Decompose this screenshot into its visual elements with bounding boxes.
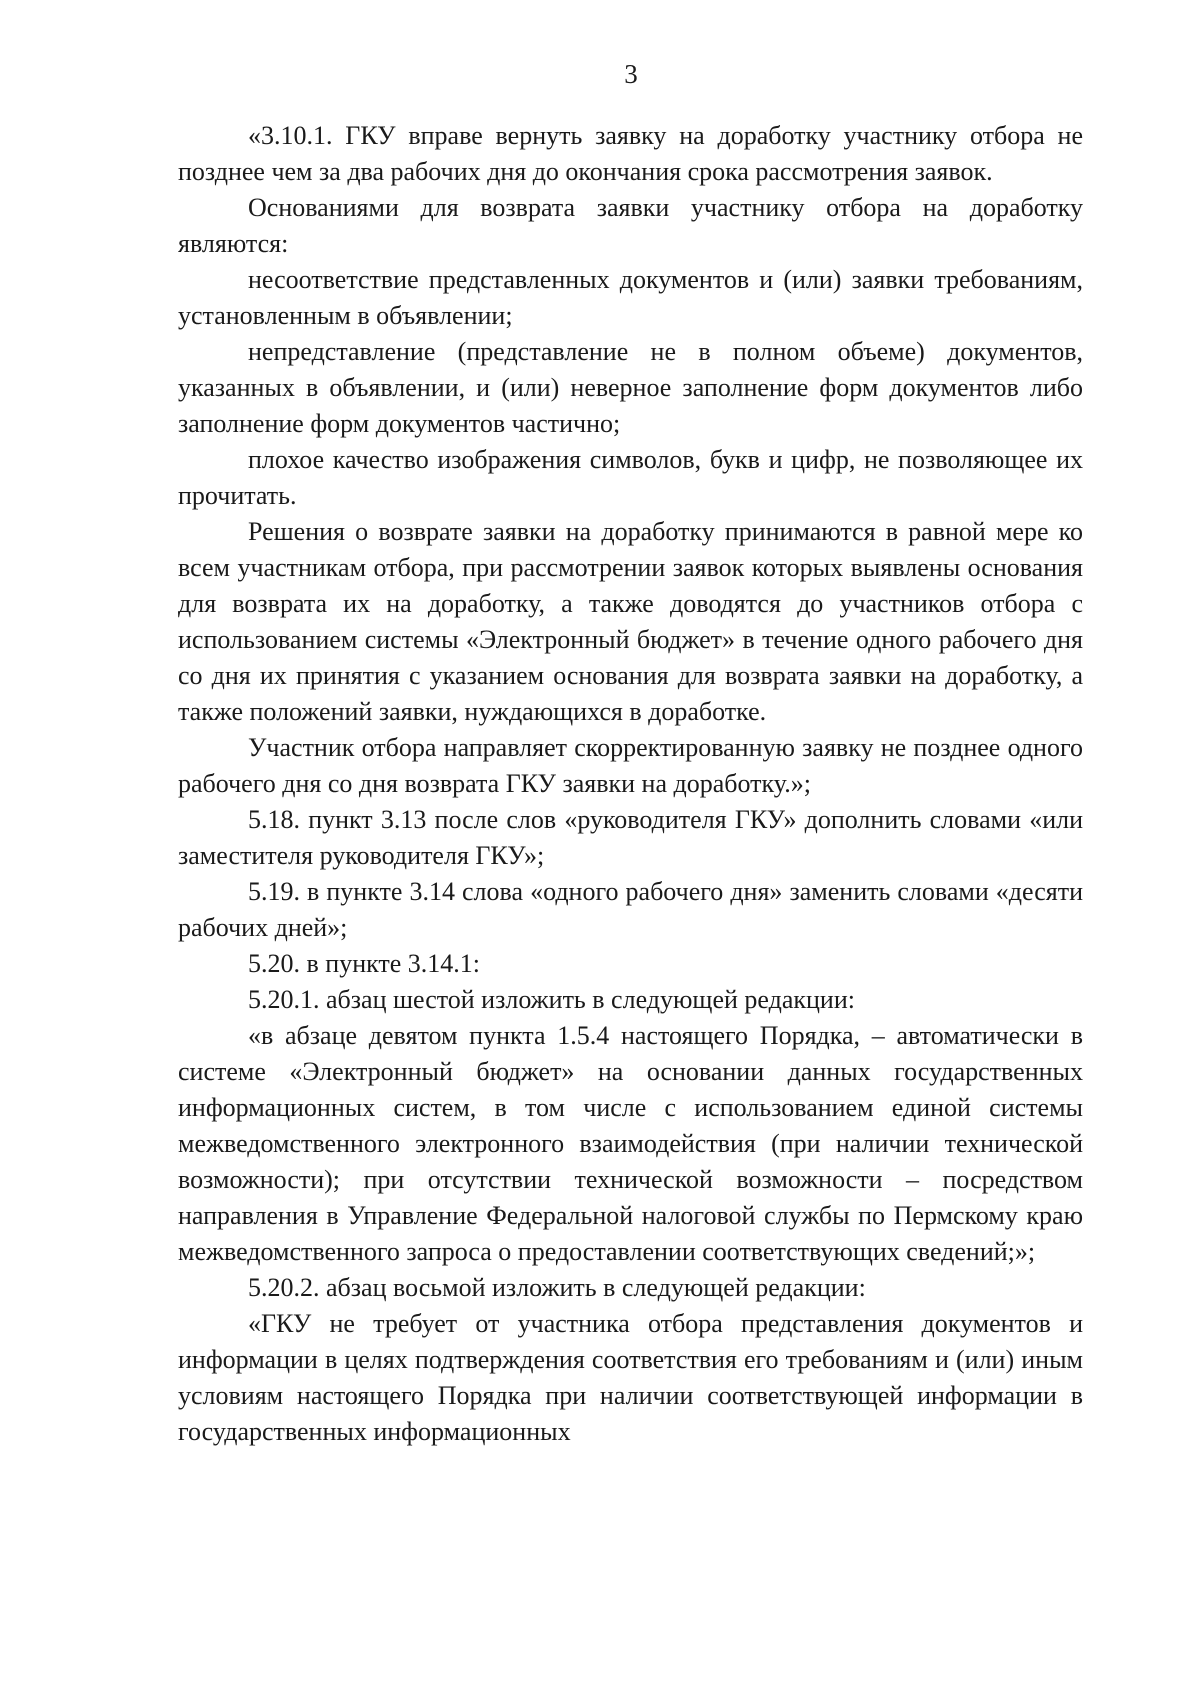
paragraph-corrected-application: Участник отбора направляет скорректированную заявку не позднее одного рабочего дня со дня возврата ГКУ заявки на доработку.»; [178, 733, 1083, 798]
paragraph-5-19: 5.19. в пункте 3.14 слова «одного рабочего дня» заменить словами «десяти рабочих дней»; [178, 877, 1083, 942]
document-body [178, 118, 1083, 1450]
paragraph-return-grounds-intro: Основаниями для возврата заявки участнику отбора на доработку являются: [178, 193, 1083, 258]
paragraph-5-20-1-text: «в абзаце девятом пункта 1.5.4 настоящего Порядка, – автоматически в системе «Электронный бюджет» на основании данных государственных информационных систем, в том числе с использованием единой системы межведомственного электронного взаимодействия (при наличии технической возможности); при отсутствии технической возможности – посредством направления в Управление Федеральной налоговой службы по Пермскому краю межведомственного запроса о предоставлении соответствующих сведений;»; [178, 1021, 1083, 1266]
paragraph-3-10-1: «3.10.1. ГКУ вправе вернуть заявку на доработку участнику отбора не позднее чем за два рабочих дня до окончания срока рассмотрения заявок. [178, 121, 1083, 186]
page-number: 3 [624, 59, 638, 89]
paragraph-ground-incomplete: непредставление (представление не в полном объеме) документов, указанных в объявлении, и (или) неверное заполнение форм документов либо заполнение форм документов частично; [178, 337, 1083, 438]
paragraph-5-20-1: 5.20.1. абзац шестой изложить в следующей редакции: [248, 985, 855, 1014]
paragraph-5-20-2: 5.20.2. абзац восьмой изложить в следующей редакции: [248, 1273, 866, 1302]
paragraph-return-decisions: Решения о возврате заявки на доработку принимаются в равной мере ко всем участникам отбора, при рассмотрении заявок которых выявлены основания для возврата их на доработку, а также доводятся до участников отбора с использованием системы «Электронный бюджет» в течение одного рабочего дня со дня их принятия с указанием основания для возврата заявки на доработку, а также положений заявки, нуждающихся в доработке. [178, 517, 1083, 726]
paragraph-5-20-2-text: «ГКУ не требует от участника отбора представления документов и информации в целях подтверждения соответствия его требованиям и (или) иным условиям настоящего Порядка при наличии соответствующей информации в государственных информационных [178, 1309, 1083, 1446]
paragraph-ground-mismatch: несоответствие представленных документов и (или) заявки требованиям, установленным в объявлении; [178, 265, 1083, 330]
paragraph-5-18: 5.18. пункт 3.13 после слов «руководителя ГКУ» дополнить словами «или заместителя руководителя ГКУ»; [178, 805, 1083, 870]
paragraph-5-20: 5.20. в пункте 3.14.1: [248, 949, 481, 978]
paragraph-ground-poor-quality: плохое качество изображения символов, букв и цифр, не позволяющее их прочитать. [178, 445, 1083, 510]
